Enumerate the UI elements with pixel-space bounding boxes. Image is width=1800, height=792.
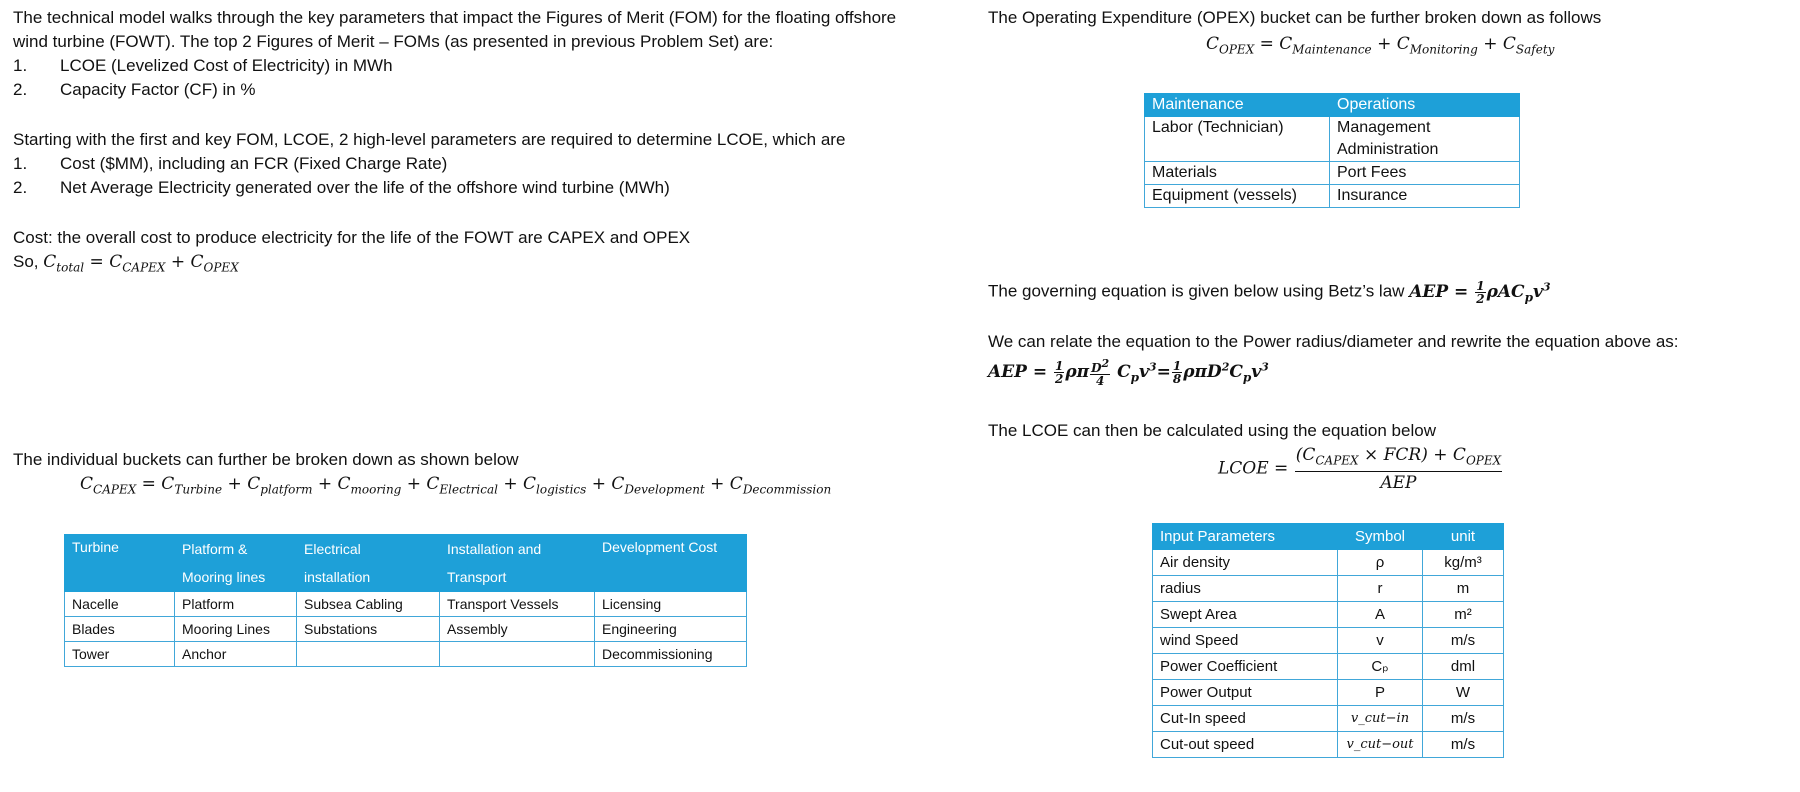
capex-header-cell: Turbine — [65, 535, 175, 592]
table-cell: Assembly — [440, 617, 595, 642]
aep-diameter-equation: AEP = $\frac{1}{2}$ ρπ $\frac{D^2}{4}$ $C_pv^3=$ $\frac{1}{8}$ $\rho\pi D^2C_pv^3$ — [988, 357, 1269, 388]
cost-line: Cost: the overall cost to produce electricity for the life of the FOWT are CAPEX and OPEX — [13, 228, 691, 247]
lcoe-intro-line: Starting with the first and key FOM, LCOE, 2 high-level parameters are required to determine LCOE, which are — [13, 130, 846, 149]
lcoe-calc-line: The LCOE can then be calculated using the equation below — [988, 421, 1436, 440]
table-cell: m² — [1423, 602, 1504, 628]
capex-header-cell: Electrical installation — [297, 535, 440, 592]
table-cell: Blades — [65, 617, 175, 642]
table-cell: W — [1423, 680, 1504, 706]
table-row — [1153, 732, 1504, 758]
table-cell: m/s — [1423, 732, 1504, 758]
table-cell: Subsea Cabling — [297, 592, 440, 617]
table-cell: Transport Vessels — [440, 592, 595, 617]
fom-list-item: 1. LCOE (Levelized Cost of Electricity) in MWh — [13, 56, 393, 75]
table-row — [1153, 602, 1504, 628]
table-cell: Equipment (vessels) — [1145, 185, 1330, 208]
governing-equation-line: The governing equation is given below using Betz’s law AEP = $\frac{1}{2}$ $\rho AC_pv^3$ — [988, 278, 1551, 306]
table-cell: Labor (Technician) — [1145, 117, 1330, 162]
input-parameters-table — [1152, 523, 1504, 758]
table-cell: P — [1338, 680, 1423, 706]
table-cell: m/s — [1423, 628, 1504, 654]
table-row — [1145, 162, 1520, 185]
params-header-cell: Input Parameters — [1153, 524, 1338, 550]
table-cell: kg/m³ — [1423, 550, 1504, 576]
opex-table-header — [1145, 94, 1520, 117]
total-cost-equation: So, $C_{total} = C_{CAPEX} + C_{OPEX}$ — [13, 252, 239, 275]
table-row — [1145, 117, 1520, 162]
table-cell: A — [1338, 602, 1423, 628]
capex-header-cell: Installation and Transport — [440, 535, 595, 592]
table-row — [1153, 654, 1504, 680]
table-cell: radius — [1153, 576, 1338, 602]
capex-equation: $C_{CAPEX} = C_{Turbine} + C_{platform} + C_{mooring} + C_{Electrical} + C_{logistics} + C_{Development} + C_{Decommission}$ — [80, 474, 832, 497]
table-row — [65, 617, 747, 642]
table-cell: Air density — [1153, 550, 1338, 576]
table-cell: Power Coefficient — [1153, 654, 1338, 680]
relate-line: We can relate the equation to the Power radius/diameter and rewrite the equation above as: — [988, 332, 1679, 351]
table-cell: Power Output — [1153, 680, 1338, 706]
capex-table-header — [65, 535, 747, 592]
betz-equation: AEP = $\frac{1}{2}$ $\rho AC_pv^3$ — [1409, 278, 1551, 306]
table-cell: m — [1423, 576, 1504, 602]
table-row — [65, 642, 747, 667]
table-row — [1153, 706, 1504, 732]
table-cell: Cut-In speed — [1153, 706, 1338, 732]
table-cell: Platform — [175, 592, 297, 617]
lcoe-equation: LCOE = $\frac{(C_{CAPEX} \times FCR) + C_{OPEX}}{\text{AEP}}$ — [1218, 445, 1502, 494]
table-cell: Decommissioning — [595, 642, 747, 667]
table-cell: v_cut−out — [1338, 732, 1423, 758]
table-cell: Insurance — [1330, 185, 1520, 208]
table-row — [1153, 628, 1504, 654]
table-row — [65, 592, 747, 617]
intro-line-2: wind turbine (FOWT). The top 2 Figures of Merit – FOMs (as presented in previous Problem Set) are: — [13, 32, 774, 51]
intro-line-1: The technical model walks through the key parameters that impact the Figures of Merit (FOM) for the floating offshore — [13, 8, 897, 27]
table-cell: Mooring Lines — [175, 617, 297, 642]
params-table-header — [1153, 524, 1504, 550]
capex-header-cell: Development Cost — [595, 535, 747, 592]
table-cell: m/s — [1423, 706, 1504, 732]
opex-equation: $C_{OPEX} = C_{Maintenance} + C_{Monitoring} + C_{Safety}$ — [1206, 34, 1555, 57]
opex-table — [1144, 93, 1520, 208]
lcoe-intro-paragraph — [13, 128, 845, 200]
table-cell: Tower — [65, 642, 175, 667]
table-cell: Cₚ — [1338, 654, 1423, 680]
table-cell: r — [1338, 576, 1423, 602]
table-row — [1145, 185, 1520, 208]
fom-list-item: 2. Capacity Factor (CF) in % — [13, 80, 256, 99]
table-cell: Cut-out speed — [1153, 732, 1338, 758]
table-cell: v_cut−in — [1338, 706, 1423, 732]
table-cell: wind Speed — [1153, 628, 1338, 654]
table-cell: Substations — [297, 617, 440, 642]
cost-paragraph — [13, 226, 690, 279]
lcoe-list-item: 2. Net Average Electricity generated over the life of the offshore wind turbine (MWh) — [13, 178, 670, 197]
table-cell: Swept Area — [1153, 602, 1338, 628]
table-cell — [297, 642, 440, 667]
table-cell — [440, 642, 595, 667]
table-row — [1153, 576, 1504, 602]
buckets-line: The individual buckets can further be broken down as shown below — [13, 450, 519, 469]
table-cell: v — [1338, 628, 1423, 654]
table-cell: Licensing — [595, 592, 747, 617]
table-cell: Materials — [1145, 162, 1330, 185]
opex-header-cell: Maintenance — [1145, 94, 1330, 117]
table-cell: Port Fees — [1330, 162, 1520, 185]
table-cell: Nacelle — [65, 592, 175, 617]
table-row — [1153, 550, 1504, 576]
opex-line: The Operating Expenditure (OPEX) bucket can be further broken down as follows — [988, 8, 1602, 27]
capex-table — [64, 534, 747, 667]
table-cell: ρ — [1338, 550, 1423, 576]
opex-header-cell: Operations — [1330, 94, 1520, 117]
capex-header-cell: Platform & Mooring lines — [175, 535, 297, 592]
table-cell: Management Administration — [1330, 117, 1520, 162]
lcoe-list-item: 1. Cost ($MM), including an FCR (Fixed Charge Rate) — [13, 154, 448, 173]
table-cell: Engineering — [595, 617, 747, 642]
table-cell: Anchor — [175, 642, 297, 667]
params-header-cell: unit — [1423, 524, 1504, 550]
table-row — [1153, 680, 1504, 706]
params-header-cell: Symbol — [1338, 524, 1423, 550]
table-cell: dml — [1423, 654, 1504, 680]
intro-paragraph — [13, 6, 896, 102]
